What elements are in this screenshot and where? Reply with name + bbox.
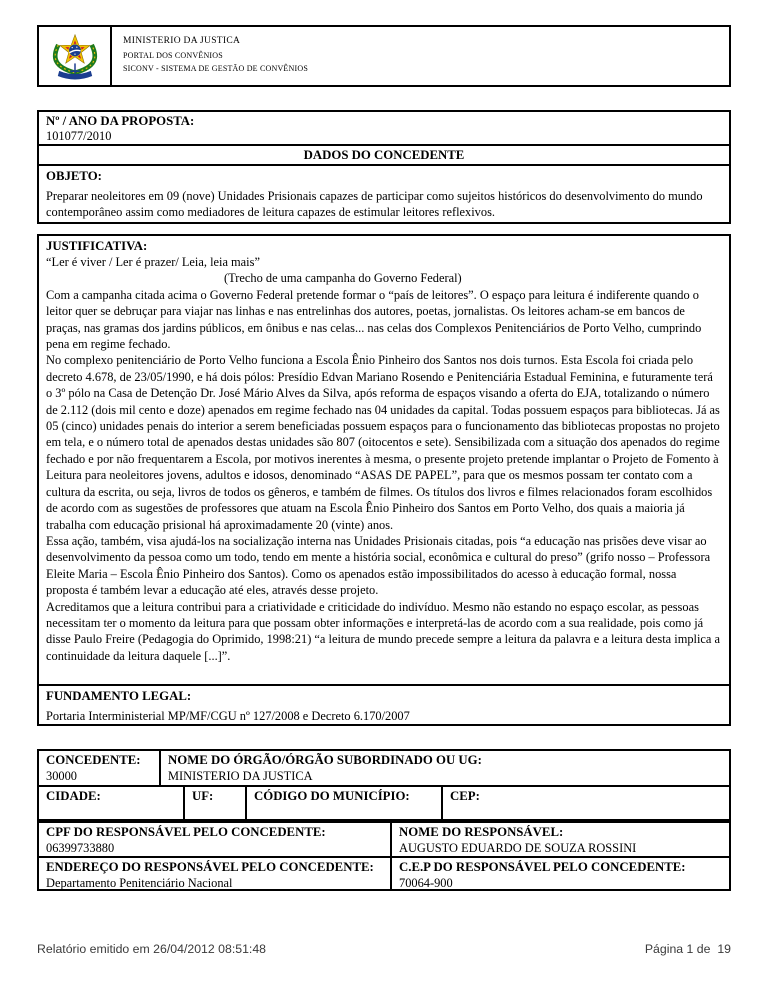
brazil-coat-of-arms-icon	[46, 30, 104, 82]
justificativa-box	[37, 234, 731, 686]
orgao-label: NOME DO ÓRGÃO/ÓRGÃO SUBORDINADO OU UG:	[168, 753, 482, 767]
proposal-number-label: Nº / ANO DA PROPOSTA:	[46, 114, 195, 128]
cep-cell	[441, 787, 729, 819]
endereco-value: Departamento Penitenciário Nacional	[46, 876, 233, 889]
proposal-box	[37, 110, 731, 224]
justificativa-paragraph: Acreditamos que a leitura contribui para a criatividade e criticidade do indivíduo. Mesmo não estando no espaço escolar, as pessoas necessitam ter o momento da leitura para que possam obter informações e interpretá-las de acordo com a sua realidade, pois como já disse Paulo Freire (Pedagogia do Oprimido, 1998:21) “a leitura de mundo precede sempre a leitura da palavra e a leitura desta implica a continuidade da leitura daquele [...]”.	[46, 599, 721, 663]
objeto-label: OBJETO:	[46, 169, 102, 183]
ministry-name: MINISTERIO DA JUSTICA	[123, 36, 241, 46]
cpf-value: 06399733880	[46, 841, 115, 855]
justificativa-paragraph: Com a campanha citada acima o Governo Federal pretende formar o “país de leitores”. O espaço para leitura é indiferente quando o leitor quer se debruçar para viajar nas linhas e nas entrelinhas dos autores, poetas, jornalistas. Os leitores acham-se em bancos de praças, nas gramas dos jardins públicos, em ônibus e nas celas... nas celas dos Complexos Penitenciários de Porto Velho, cumprindo pena em regime fechado.	[46, 287, 702, 352]
nome-responsavel-value: AUGUSTO EDUARDO DE SOUZA ROSSINI	[399, 841, 637, 855]
cep-label: CEP:	[450, 789, 480, 803]
proposal-number-section	[39, 112, 729, 144]
fundamento-legal-label: FUNDAMENTO LEGAL:	[46, 689, 192, 703]
header-text	[112, 27, 308, 85]
fundamento-legal-text: Portaria Interministerial MP/MF/CGU nº 127/2008 e Decreto 6.170/2007	[46, 709, 410, 723]
portal-name: PORTAL DOS CONVÊNIOS	[123, 51, 223, 60]
endereco-label: ENDEREÇO DO RESPONSÁVEL PELO CONCEDENTE:	[46, 860, 374, 874]
section-title-dados-concedente: DADOS DO CONCEDENTE	[39, 144, 729, 164]
concedente-value: 30000	[46, 769, 77, 783]
nome-responsavel-cell	[390, 823, 729, 856]
justificativa-paragraph: Essa ação, também, visa ajudá-los na socialização interna nas Unidades Prisionais citadas, pois “a educação nas prisões deve visar ao desenvolvimento da pessoa como um todo, tendo em mente a história social, econômica e cultural do preso” (grifo nosso – Professora Eleite Maria – Escola Ênio Pinheiro dos Santos). Como os apenados estão impossibilitados do acesso à educação formal, nossa proposta é também levar a educação até eles, através desse projeto.	[46, 533, 711, 598]
cidade-label: CIDADE:	[46, 789, 101, 803]
uf-label: UF:	[192, 789, 214, 803]
table-row	[39, 856, 729, 889]
concedente-table	[37, 749, 731, 821]
proposal-number-value: 101077/2010	[46, 129, 112, 143]
endereco-cell	[39, 858, 390, 889]
concedente-cell	[39, 751, 159, 785]
objeto-text: Preparar neoleitores em 09 (nove) Unidades Prisionais capazes de participar como sujeitos históricos do desenvolvimento do mundo contemporâneo assim como mediadores de leitura capazes de estimular leitores reflexivos.	[46, 189, 703, 220]
fundamento-legal-box	[37, 684, 731, 726]
system-name: SICONV - SISTEMA DE GESTÃO DE CONVÊNIOS	[123, 64, 308, 73]
table-row	[39, 823, 729, 856]
orgao-cell	[159, 751, 729, 785]
table-row	[39, 785, 729, 819]
objeto-section	[39, 164, 729, 222]
orgao-value: MINISTERIO DA JUSTICA	[168, 769, 313, 783]
logo-cell	[39, 27, 112, 85]
cep-responsavel-value: 70064-900	[399, 876, 453, 889]
cpf-cell	[39, 823, 390, 856]
nome-responsavel-label: NOME DO RESPONSÁVEL:	[399, 825, 564, 839]
cep-responsavel-cell	[390, 858, 729, 889]
municipio-cell	[245, 787, 441, 819]
cidade-cell	[39, 787, 183, 819]
table-row	[39, 751, 729, 785]
uf-cell	[183, 787, 245, 819]
page-footer	[37, 942, 731, 956]
justificativa-quote-attribution: (Trecho de uma campanha do Governo Federal)	[224, 271, 462, 286]
responsavel-table	[37, 821, 731, 891]
concedente-label: CONCEDENTE:	[46, 753, 141, 767]
justificativa-paragraph: No complexo penitenciário de Porto Velho funciona a Escola Ênio Pinheiro dos Santos nos dois turnos. Esta Escola foi criada pelo decreto 4.678, de 23/05/1990, e há dois pólos: Presídio Edvan Mariano Rosendo e Penitenciária Estadual Feminina, e futuramente terá o 3º pólo na Casa de Detenção Dr. José Mário Alves da Silva, após reforma de espaços visando a oferta do EJA, totalizando o número de 2.112 (dois mil cento e doze) apenados em regime fechado nas 04 unidades da capital. Todas possuem espaços para bibliotecas. Já as 05 (cinco) unidades penais do interior a serem beneficiadas possuem espaços para o funcionamento das bibliotecas propostas no projeto em tela, e o número total de apenados destas unidades são 807 (oitocentos e sete). Sensibilizada com a situação dos apenados do regime fechado e por não frequentarem a Escola, por motivos inerentes à mesma, o presente projeto pretende implantar o Projeto de Fomento à Leitura para neoleitores jovens, adultos e idosos, denominado “ASAS DE PAPEL”, para que os mesmos possam ter contato com a cultura da escrita, ou seja, livros de todos os gêneros, e também de filmes. Os títulos dos livros e filmes relacionados foram escolhidos de acordo com as sugestões de professores que atuam na Escola Ênio Pinheiro dos Santos em Porto Velho, dos quais a maioria já trabalha com educação prisional há aproximadamente 20 (vinte) anos.	[46, 353, 720, 532]
municipio-label: CÓDIGO DO MUNICÍPIO:	[254, 789, 410, 803]
report-timestamp: Relatório emitido em 26/04/2012 08:51:48	[37, 942, 267, 956]
justificativa-quote: “Ler é viver / Ler é prazer/ Leia, leia mais”	[46, 255, 260, 269]
page-indicator: Página 1 de 19	[644, 942, 731, 956]
cpf-label: CPF DO RESPONSÁVEL PELO CONCEDENTE:	[46, 825, 326, 839]
cep-responsavel-label: C.E.P DO RESPONSÁVEL PELO CONCEDENTE:	[399, 860, 686, 874]
header-box	[37, 25, 731, 87]
justificativa-label: JUSTIFICATIVA:	[46, 239, 148, 253]
